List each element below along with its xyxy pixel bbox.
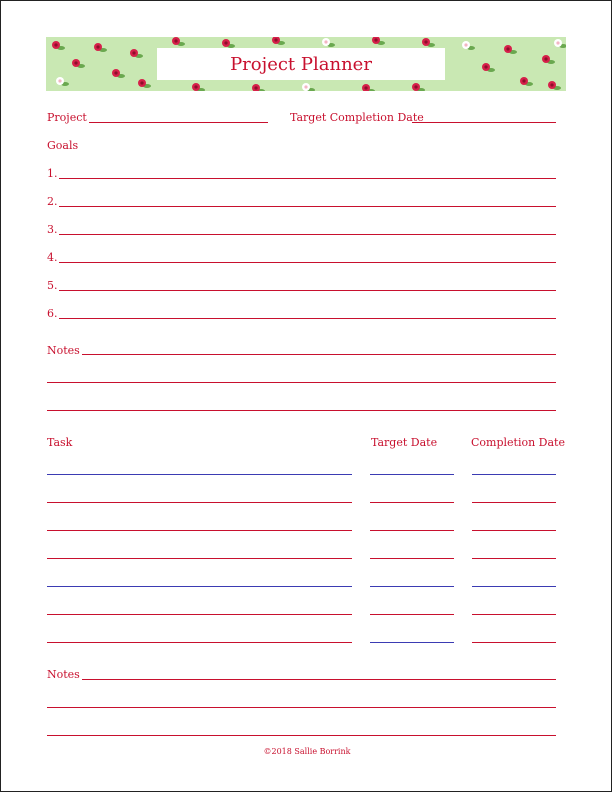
- goal-line-2[interactable]: [59, 206, 556, 207]
- rose-center-shape: [274, 38, 277, 41]
- goal-line-1[interactable]: [59, 178, 556, 179]
- completion-date-line-7[interactable]: [472, 642, 556, 643]
- project-field[interactable]: [89, 122, 268, 123]
- notes-label-top: Notes: [47, 344, 80, 357]
- completion-date-line-3[interactable]: [472, 530, 556, 531]
- target-completion-label: Target Completion Date: [290, 111, 424, 124]
- rose-center-shape: [506, 47, 509, 50]
- task-line-4[interactable]: [47, 558, 352, 559]
- task-line-3[interactable]: [47, 530, 352, 531]
- goal-number: 1.: [47, 167, 58, 180]
- rose-center-shape: [544, 57, 547, 60]
- rose-center-shape: [522, 79, 525, 82]
- task-header: Task: [47, 436, 73, 449]
- goals-heading: Goals: [47, 139, 79, 152]
- target-date-line-3[interactable]: [370, 530, 454, 531]
- completion-date-line-5[interactable]: [472, 586, 556, 587]
- rose-center-shape: [140, 81, 143, 84]
- goal-line-6[interactable]: [59, 318, 556, 319]
- task-line-6[interactable]: [47, 614, 352, 615]
- rose-center-shape: [132, 51, 135, 54]
- notes-top-line-3[interactable]: [47, 410, 556, 411]
- goal-number: 2.: [47, 195, 58, 208]
- completion-date-line-4[interactable]: [472, 558, 556, 559]
- goal-number: 3.: [47, 223, 58, 236]
- notes-bottom-line-2[interactable]: [47, 707, 556, 708]
- rose-center-shape: [484, 65, 487, 68]
- page-title: Project Planner: [230, 53, 372, 75]
- rose-center-shape: [464, 43, 467, 46]
- rose-center-shape: [54, 43, 57, 46]
- completion-date-header: Completion Date: [471, 436, 565, 449]
- goal-line-3[interactable]: [59, 234, 556, 235]
- rose-center-shape: [114, 71, 117, 74]
- rose-center-shape: [254, 86, 257, 89]
- target-date-line-4[interactable]: [370, 558, 454, 559]
- target-date-line-2[interactable]: [370, 502, 454, 503]
- task-line-1[interactable]: [47, 474, 352, 475]
- copyright-footer: ©2018 Sallie Borrink: [263, 747, 351, 756]
- notes-bottom-line-3[interactable]: [47, 735, 556, 736]
- task-line-7[interactable]: [47, 642, 352, 643]
- goal-number: 6.: [47, 307, 58, 320]
- goal-line-5[interactable]: [59, 290, 556, 291]
- rose-center-shape: [304, 85, 307, 88]
- notes-label-bottom: Notes: [47, 668, 80, 681]
- rose-center-shape: [96, 45, 99, 48]
- target-date-header: Target Date: [371, 436, 438, 449]
- target-date-line-5[interactable]: [370, 586, 454, 587]
- rose-center-shape: [550, 83, 553, 86]
- notes-top-line-2[interactable]: [47, 382, 556, 383]
- target-date-line-1[interactable]: [370, 474, 454, 475]
- rose-center-shape: [174, 39, 177, 42]
- rose-center-shape: [58, 79, 61, 82]
- task-line-5[interactable]: [47, 586, 352, 587]
- completion-date-line-6[interactable]: [472, 614, 556, 615]
- target-completion-field[interactable]: [412, 122, 556, 123]
- notes-bottom-line-1[interactable]: [82, 679, 556, 680]
- title-box: [157, 48, 445, 80]
- project-label: Project: [47, 111, 87, 124]
- target-date-line-6[interactable]: [370, 614, 454, 615]
- floral-banner: [46, 37, 566, 91]
- rose-center-shape: [414, 85, 417, 88]
- completion-date-line-2[interactable]: [472, 502, 556, 503]
- rose-center-shape: [224, 41, 227, 44]
- rose-center-shape: [194, 85, 197, 88]
- rose-center-shape: [556, 41, 559, 44]
- task-line-2[interactable]: [47, 502, 352, 503]
- completion-date-line-1[interactable]: [472, 474, 556, 475]
- notes-top-line-1[interactable]: [82, 354, 556, 355]
- rose-center-shape: [424, 40, 427, 43]
- goal-number: 4.: [47, 251, 58, 264]
- goal-line-4[interactable]: [59, 262, 556, 263]
- rose-center-shape: [74, 61, 77, 64]
- rose-center-shape: [324, 40, 327, 43]
- rose-center-shape: [364, 86, 367, 89]
- goal-number: 5.: [47, 279, 58, 292]
- target-date-line-7[interactable]: [370, 642, 454, 643]
- rose-center-shape: [374, 38, 377, 41]
